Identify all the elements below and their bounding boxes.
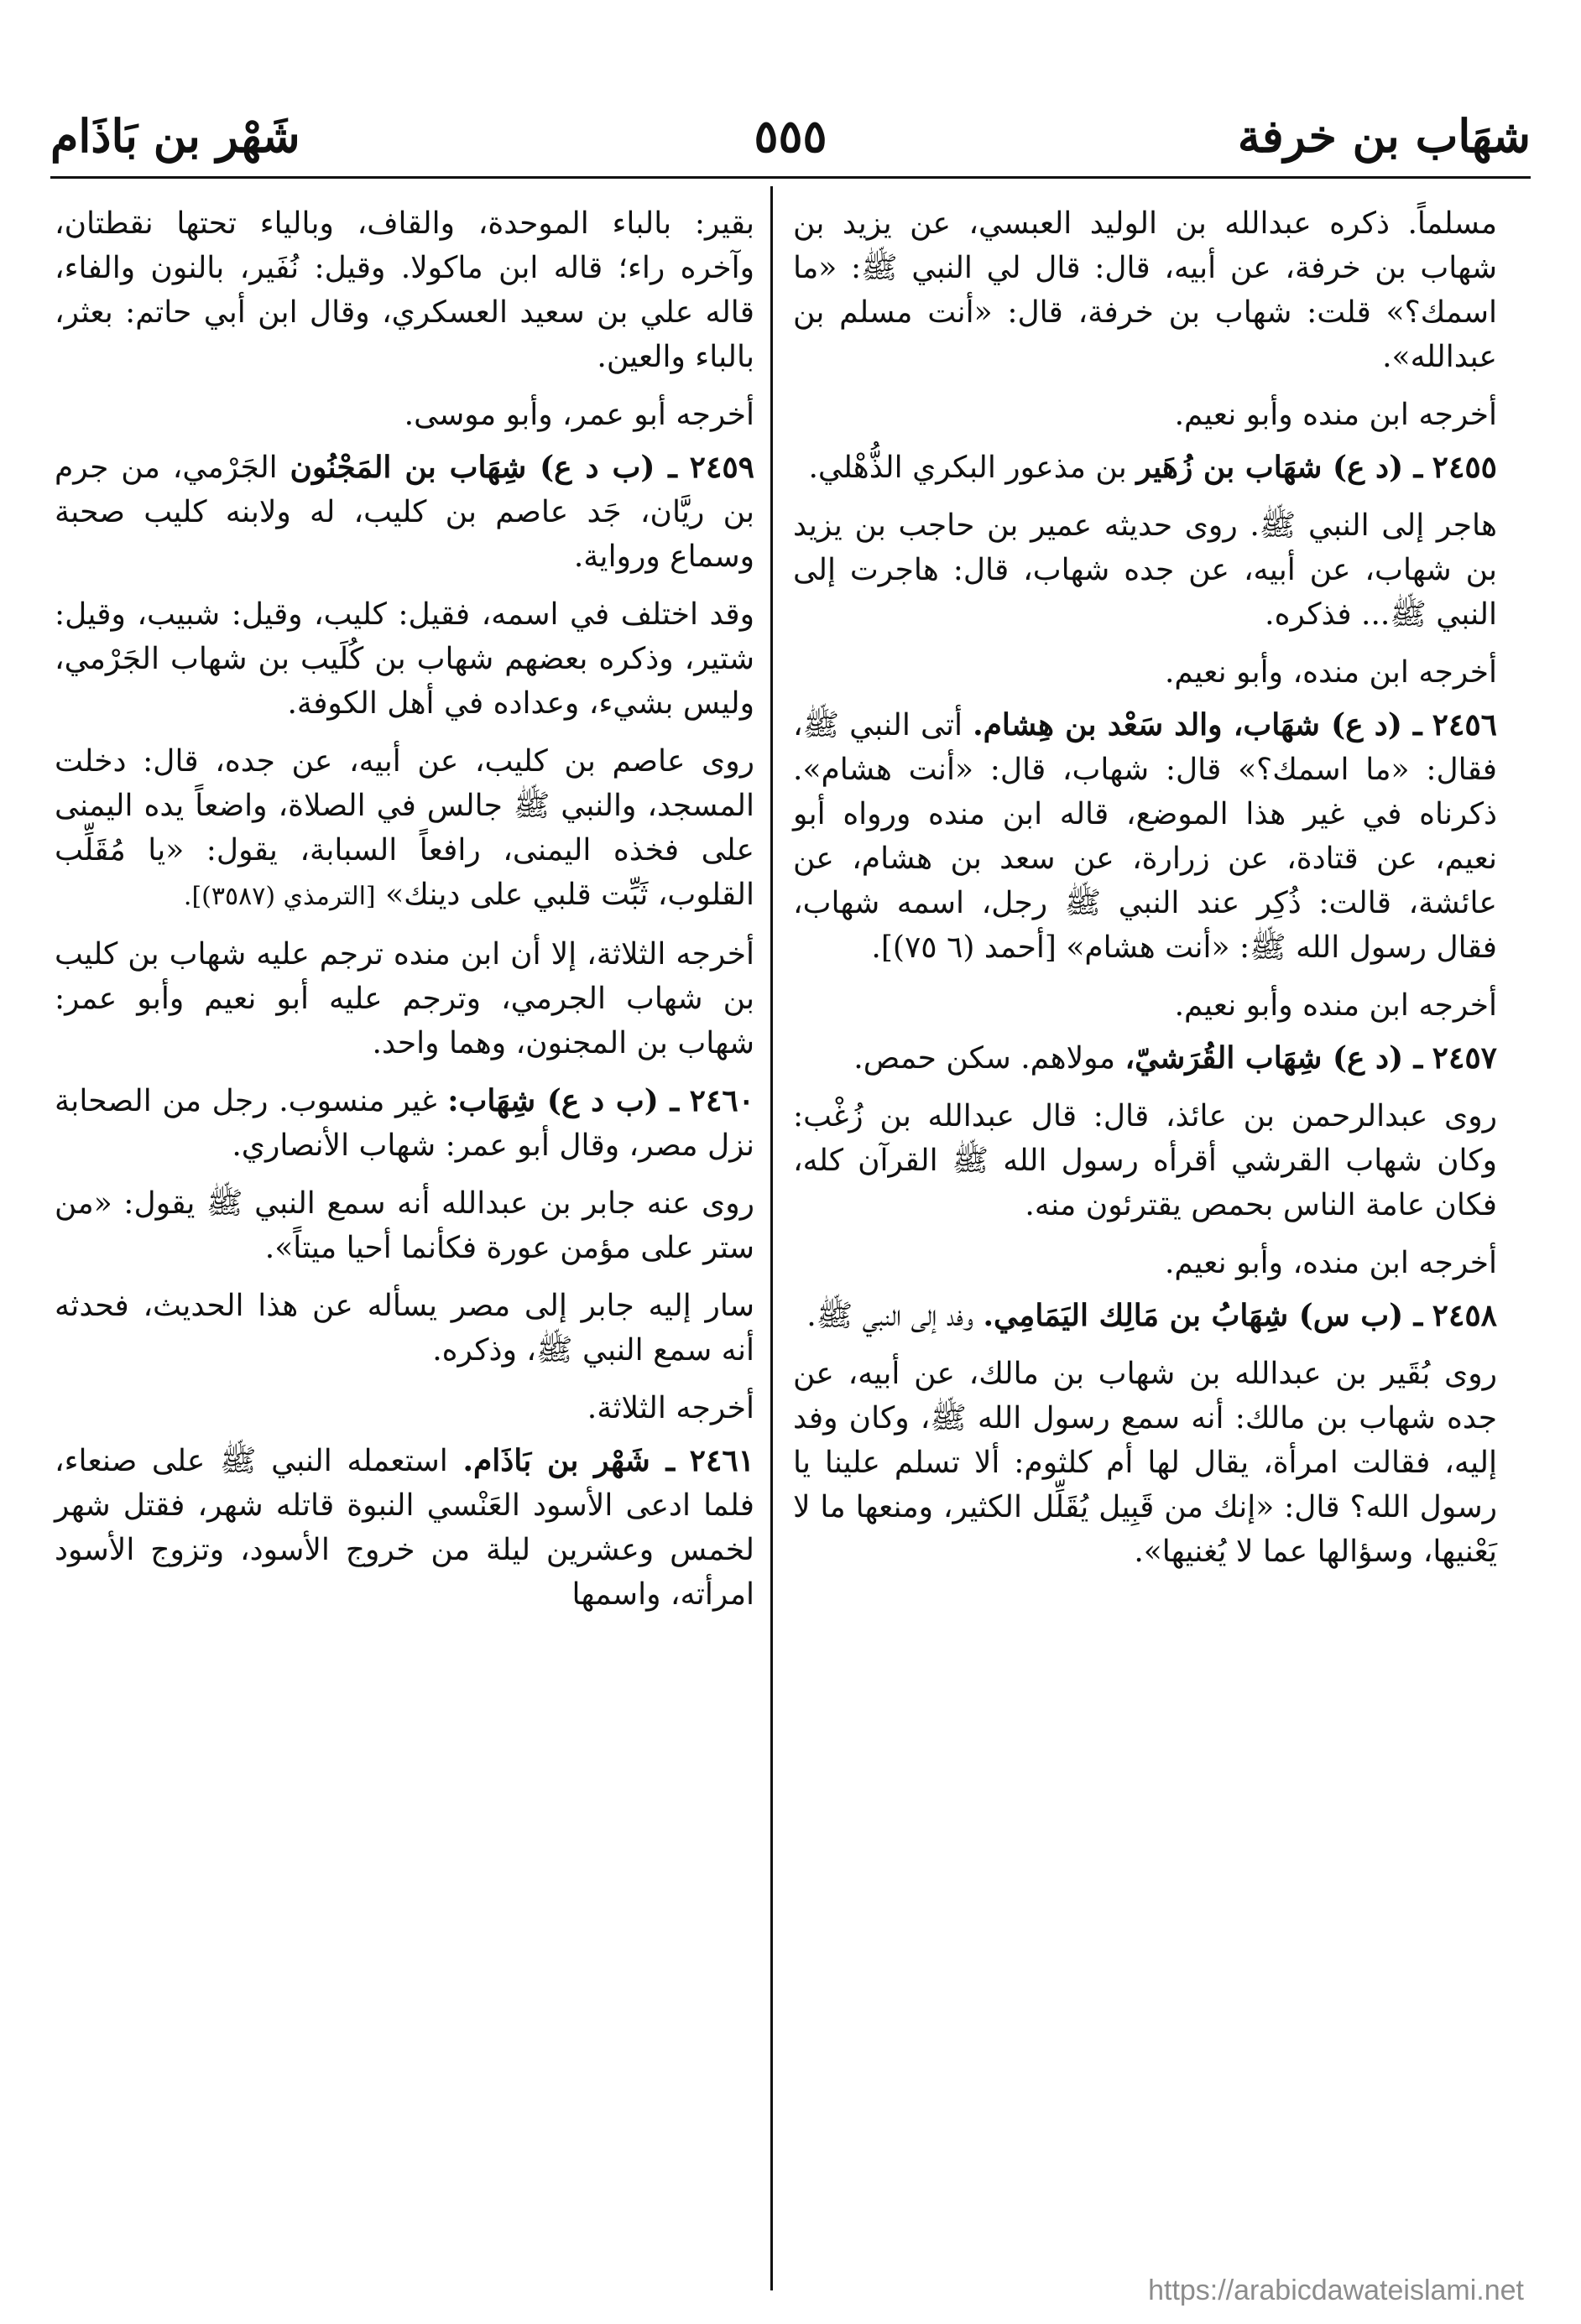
entry-2456: ٢٤٥٦ ـ (د ع) شهَاب، والد سَعْد بن هِشام. أتى النبي ﷺ، فقال: «ما اسمك؟» قال: شهاب، قال: «أنت هشام». ذكرناه في غير هذا الموضع، قاله ابن منده ورواه أبو نعيم، عن قتادة، عن زرارة، عن سعد بن هشام، عن عائشة، قالت: ذُكِر عند النبي ﷺ رجل، اسمه شهاب، فقال رسول الله ﷺ: «أنت هشام» [أحمد (٦ ٧٥)]. xyxy=(793,707,1498,965)
source-line: أخرجه ابن منده وأبو نعيم. xyxy=(1174,398,1497,432)
source-line: أخرجه أبو عمر، وأبو موسى. xyxy=(404,398,754,432)
paragraph: روى بُقَير بن عبدالله بن شهاب بن مالك، عن أبيه، عن جده شهاب بن مالك: أنه سمع رسول الله ﷺ، وكان وفد إليه، فقالت امرأة، يقال لها أم كلثوم: ألا تسلم علينا يا رسول الله؟ قال: «إنك من قَبِيل يُقَلِّل الكثير، ومنعها ما لا يَعْنيها، وسؤالها عما لا يُغنيها». xyxy=(793,1357,1498,1569)
entry-heading: ـ (د ع) شِهَاب القُرَشيّ، xyxy=(1124,1040,1423,1076)
header-rule xyxy=(50,176,1531,179)
entry-heading: ـ (ب د ع) شِهَاب: xyxy=(447,1083,680,1118)
source-line: أخرجه الثلاثة. xyxy=(587,1391,754,1425)
entry-2458: ٢٤٥٨ ـ (ب س) شِهَابُ بن مَالِك اليَمَامِي. وفد إلى النبي ﷺ. xyxy=(806,1298,1497,1333)
entry-number: ٢٤٥٥ xyxy=(1432,450,1497,485)
paragraph: مسلماً. ذكره عبدالله بن الوليد العبسي، عن يزيد بن شهاب بن خرفة، عن أبيه، قال: قال لي النبي ﷺ: «ما اسمك؟» قلت: شهاب بن خرفة، قال: «أنت مسلم بن عبدالله». xyxy=(793,206,1497,374)
running-title-right: شهَاب بن خرفة xyxy=(1237,109,1531,163)
entry-heading: ـ (د ع) شهَاب، والد سَعْد بن هِشام. xyxy=(973,707,1422,743)
entry-2461: ٢٤٦١ ـ شَهْر بن بَاذَام. استعمله النبي ﷺ على صنعاء، فلما ادعى الأسود العَنْسي النبوة قاتله شهر، فقتل شهر لخمس وعشرين ليلة من خروج الأسود، وتزوج الأسود امرأته، واسمها xyxy=(55,1443,754,1612)
source-line: أخرجه ابن منده وأبو نعيم. xyxy=(1174,988,1497,1023)
entry-number: ٢٤٥٧ xyxy=(1432,1040,1497,1076)
paragraph: سار إليه جابر إلى مصر يسأله عن هذا الحديث، فحدثه أنه سمع النبي ﷺ، وذكره. xyxy=(55,1289,754,1368)
entry-heading: ـ شَهْر بن بَاذَام. xyxy=(462,1443,676,1478)
watermark-url: https://arabicdawateislami.net xyxy=(1148,2274,1524,2306)
entry-2455: ٢٤٥٥ ـ (د ع) شهَاب بن زُهَير بن مذعور البكري الذُّهْلي. xyxy=(808,450,1497,485)
paragraph: أخرجه الثلاثة، إلا أن ابن منده ترجم عليه شهاب بن كليب بن شهاب الجرمي، وترجم عليه أبو نعيم وأبو عمر: شهاب بن المجنون، وهما واحد. xyxy=(55,937,754,1060)
entry-number: ٢٤٥٦ xyxy=(1432,707,1497,743)
right-column xyxy=(793,201,1497,2274)
page-number: ٥٥٥ xyxy=(754,109,827,163)
paragraph: روى عبدالرحمن بن عائذ، قال: قال عبدالله بن زُغْب: وكان شهاب القرشي أقرأه رسول الله ﷺ القرآن كله، فكان عامة الناس بحمص يقترئون منه. xyxy=(793,1099,1497,1222)
paragraph: بقير: بالباء الموحدة، والقاف، وبالياء تحتها نقطتان، وآخره راء؛ قاله ابن ماكولا. وقيل: نُفَير، بالنون والفاء، قاله علي بن سعيد العسكري، وقال ابن أبي حاتم: بعثر، بالباء والعين. xyxy=(55,206,754,374)
paragraph: روى عنه جابر بن عبدالله أنه سمع النبي ﷺ يقول: «من ستر على مؤمن عورة فكأنما أحيا ميتاً». xyxy=(55,1186,754,1265)
entry-2457: ٢٤٥٧ ـ (د ع) شِهَاب القُرَشيّ، مولاهم. سكن حمص. xyxy=(853,1040,1497,1076)
entry-heading: ـ (د ع) شهَاب بن زُهَير xyxy=(1136,450,1423,485)
source-line: أخرجه ابن منده، وأبو نعيم. xyxy=(1164,1246,1497,1280)
paragraph: وقد اختلف في اسمه، فقيل: كليب، وقيل: شبيب، وقيل: شتير، وذكره بعضهم شهاب بن كُلَيب بن شهاب الجَرْمي، وليس بشيء، وعداده في أهل الكوفة. xyxy=(55,597,754,721)
page-header xyxy=(50,101,1531,176)
entry-number: ٢٤٥٨ xyxy=(1432,1298,1497,1333)
paragraph: هاجر إلى النبي ﷺ. روى حديثه عمير بن حاجب بن يزيد بن شهاب، عن أبيه، عن جده شهاب، قال: هاجرت إلى النبي ﷺ... فذكره. xyxy=(793,508,1497,632)
entry-2459: ٢٤٥٩ ـ (ب د ع) شِهَاب بن المَجْنُون الجَرْمي، من جرم بن ريَّان، جَد عاصم بن كليب، له ولابنه كليب صحبة وسماع ورواية. xyxy=(55,450,754,574)
entry-number: ٢٤٦٠ xyxy=(689,1083,755,1118)
paragraph: روى عاصم بن كليب، عن أبيه، عن جده، قال: دخلت المسجد، والنبي ﷺ جالس في الصلاة، واضعاً يده اليمنى على فخذه اليمنى، رافعاً السبابة، يقول: «يا مُقَلِّب القلوب، ثَبِّت قلبي على دينك» [الترمذي (٣٥٨٧)]. xyxy=(55,744,754,912)
entry-heading: ـ (ب س) شِهَابُ بن مَالِك اليَمَامِي. xyxy=(983,1298,1423,1333)
column-divider xyxy=(770,186,773,2290)
running-title-left: شَهْر بن بَاذَام xyxy=(50,109,300,163)
citation: [الترمذي (٣٥٨٧)]. xyxy=(183,882,376,911)
entry-2460: ٢٤٦٠ ـ (ب د ع) شِهَاب: غير منسوب. رجل من الصحابة نزل مصر، وقال أبو عمر: شهاب الأنصاري. xyxy=(55,1083,755,1163)
left-column xyxy=(55,201,754,2274)
entry-heading: ـ (ب د ع) شِهَاب بن المَجْنُون xyxy=(290,450,677,485)
entry-number: ٢٤٥٩ xyxy=(689,450,754,485)
entry-number: ٢٤٦١ xyxy=(689,1443,754,1478)
source-line: أخرجه ابن منده، وأبو نعيم. xyxy=(1164,655,1497,690)
